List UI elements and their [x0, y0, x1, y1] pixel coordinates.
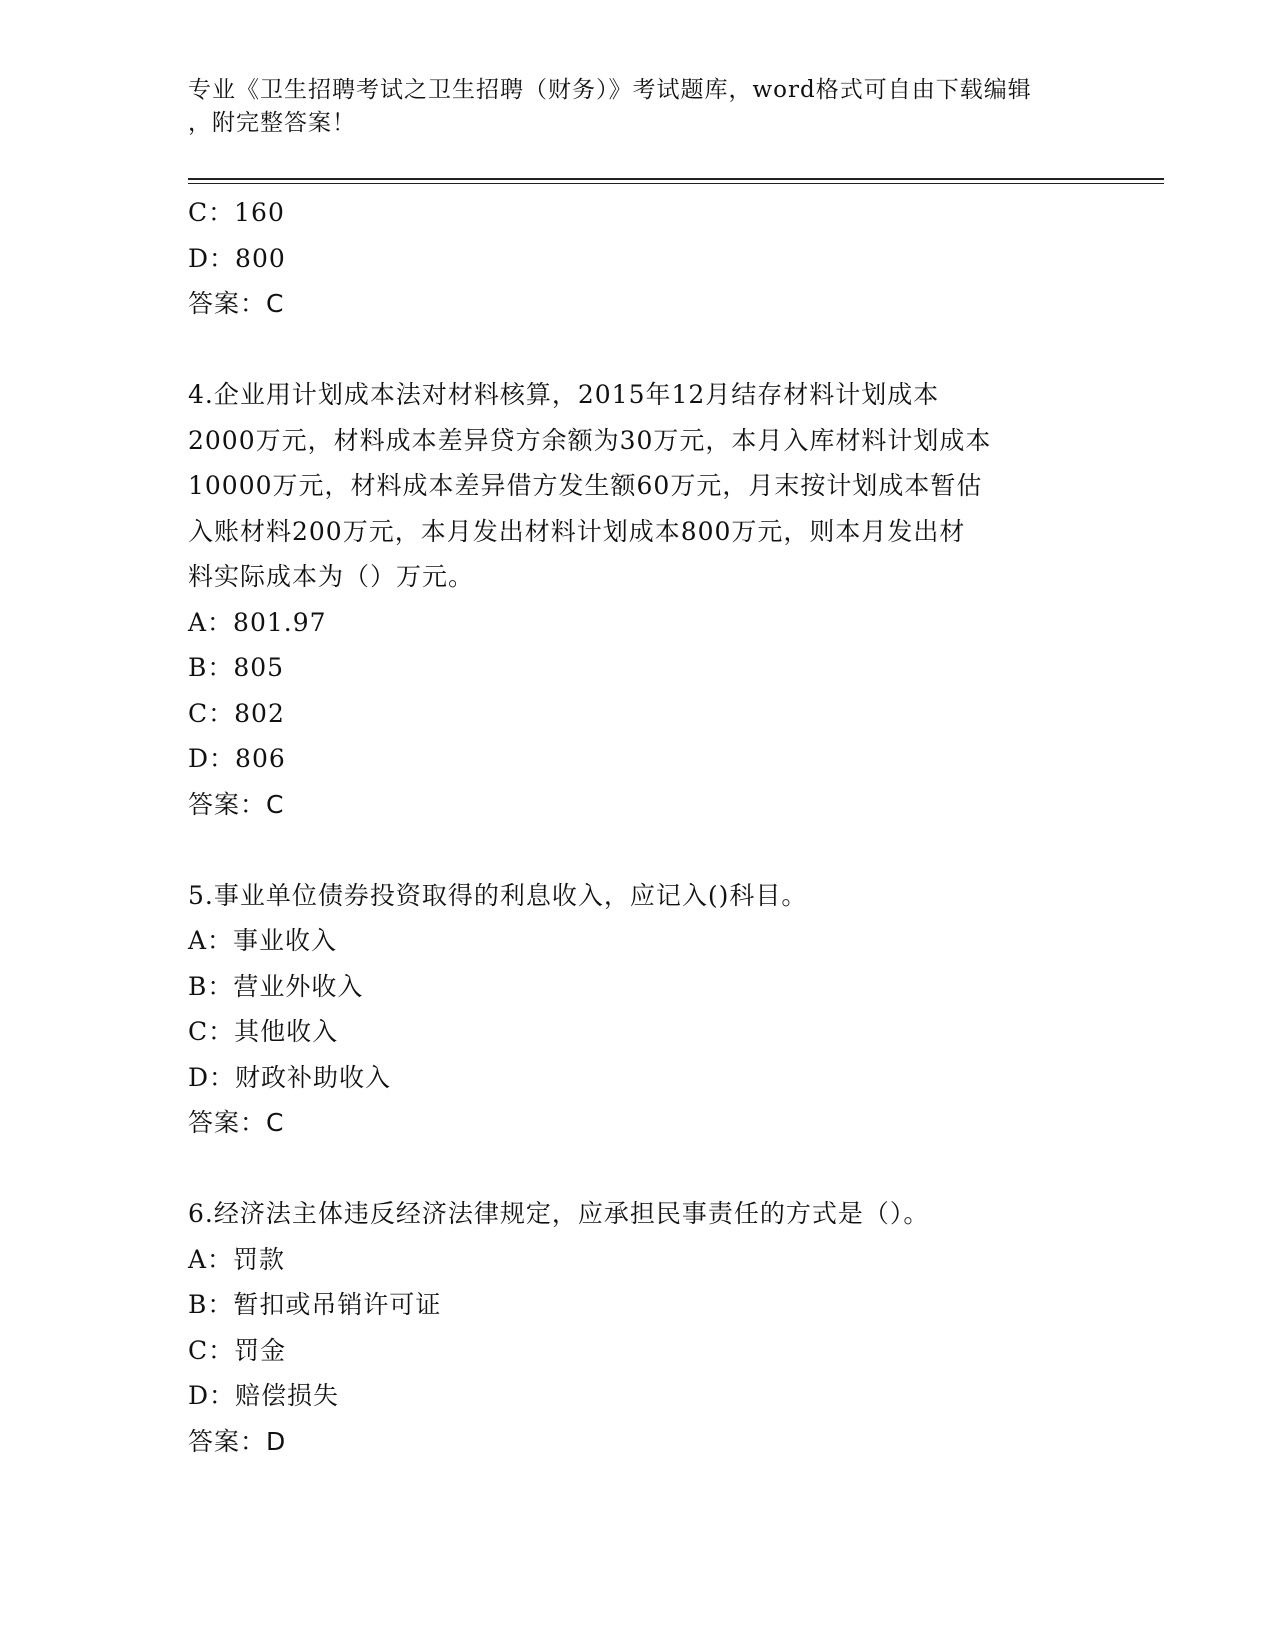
question-text-line: 2000万元，材料成本差异贷方余额为30万元，本月入库材料计划成本 [188, 425, 992, 455]
answer-line: 答案：D [188, 1426, 287, 1456]
option-line: D：806 [188, 744, 286, 773]
answer-line: 答案：C [188, 289, 285, 318]
option-line: C：罚金 [188, 1335, 287, 1365]
header-divider-thick [188, 178, 1164, 180]
header-line: ，附完整答案！ [188, 110, 356, 136]
question-text-line: 4.企业用计划成本法对材料核算，2015年12月结存材料计划成本 [188, 380, 940, 409]
option-line: D：800 [188, 243, 286, 273]
page-header [188, 74, 1088, 140]
option-line: A：罚款 [188, 1244, 286, 1274]
option-line: B：营业外收入 [188, 971, 364, 1001]
question-text-line: 5.事业单位债券投资取得的利息收入，应记入()科目。 [188, 880, 808, 910]
header-divider-thin [188, 183, 1164, 184]
question-text-line: 料实际成本为（）万元。 [188, 562, 475, 591]
option-line: D：财政补助收入 [188, 1062, 392, 1092]
option-line: C：802 [188, 698, 285, 728]
answer-line: 答案：C [188, 1108, 285, 1137]
header-line: 专业《卫生招聘考试之卫生招聘（财务）》考试题库，word格式可自由下载编辑 [188, 77, 1032, 103]
option-line: B：805 [188, 653, 285, 682]
paragraph-gap [188, 327, 1148, 373]
option-line: A：事业收入 [188, 926, 338, 955]
question-text-line: 10000万元，材料成本差异借方发生额60万元，月末按计划成本暂估 [188, 471, 983, 500]
option-line: D：赔偿损失 [188, 1381, 340, 1410]
option-line: A：801.97 [188, 607, 327, 637]
option-line: C：其他收入 [188, 1017, 339, 1046]
question-text-line: 入账材料200万元，本月发出材料计划成本800万元，则本月发出材 [188, 516, 966, 546]
paragraph-gap [188, 1146, 1148, 1192]
option-line: C：160 [188, 198, 285, 227]
question-content [188, 190, 1148, 1464]
answer-line: 答案：C [188, 789, 285, 819]
option-line: B：暂扣或吊销许可证 [188, 1290, 442, 1319]
paragraph-gap [188, 827, 1148, 873]
question-text-line: 6.经济法主体违反经济法律规定，应承担民事责任的方式是（）。 [188, 1199, 930, 1228]
